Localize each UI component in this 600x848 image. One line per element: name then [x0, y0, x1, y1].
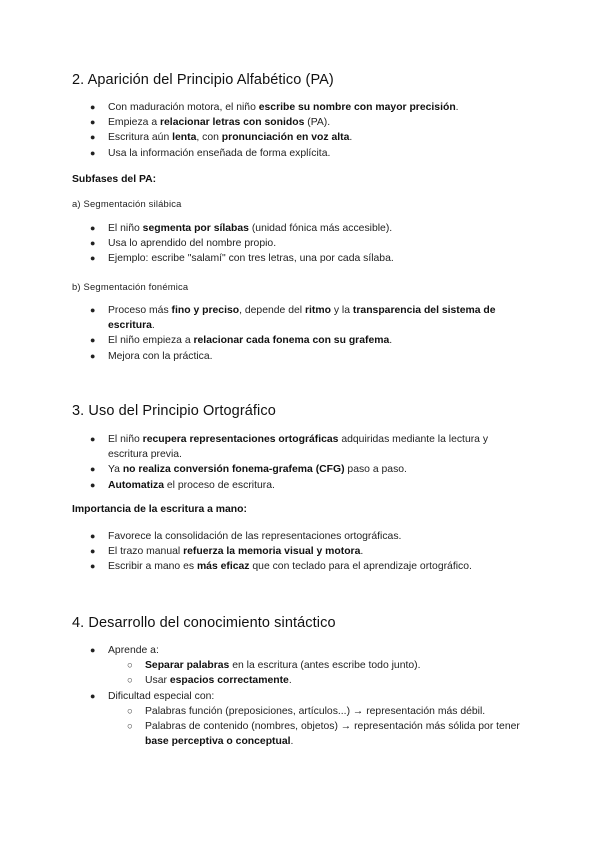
section-title-3: 3. Uso del Principio Ortográfico: [72, 403, 276, 419]
list-item-text: Usar espacios correctamente.: [145, 675, 292, 687]
list-item-text: Ejemplo: escribe "salamí" con tres letras, una por cada sílaba.: [108, 253, 394, 265]
list-item-text: Dificultad especial con:: [108, 690, 215, 702]
list-item: [90, 689, 530, 750]
list-item-text: El trazo manual refuerza la memoria visual y motora.: [108, 546, 364, 558]
bold-text: no realiza conversión fonema-grafema (CFG): [122, 464, 345, 476]
subheading-subfases: Subfases del PA:: [72, 174, 157, 185]
bold-text: pronunciación en voz alta: [221, 132, 350, 144]
bold-text: escribe su nombre con mayor precisión: [258, 102, 456, 113]
bold-text: lenta: [172, 132, 197, 144]
list-item: [90, 544, 530, 559]
list-item-text: El niño empieza a relacionar cada fonema con su grafema.: [108, 335, 393, 347]
bullet-icon: ●: [90, 132, 96, 143]
list-item-text: Usa la información enseñada de forma explícita.: [108, 147, 331, 159]
phase-b-label: b) Segmentación fonémica: [72, 281, 189, 292]
sub-list-item: [127, 673, 530, 688]
bullet-icon: ●: [90, 464, 96, 475]
section-2-list: [90, 100, 530, 161]
list-item: [90, 115, 530, 130]
phase-a-list: [90, 221, 530, 267]
list-item: [90, 643, 530, 689]
bold-text: Automatiza: [108, 479, 164, 491]
bullet-icon: ●: [90, 147, 96, 158]
bullet-icon: ○: [127, 675, 133, 687]
list-item-text: Empieza a relacionar letras con sonidos (PA).: [108, 117, 331, 129]
bullet-icon: ●: [90, 223, 96, 233]
bullet-icon: ●: [90, 350, 96, 361]
bullet-icon: ●: [90, 690, 96, 701]
list-item-text: Usa lo aprendido del nombre propio.: [108, 238, 277, 250]
list-item: [90, 303, 530, 333]
list-item: [90, 559, 530, 574]
bold-text: espacios correctamente: [169, 675, 289, 687]
list-item-text: Separar palabras en la escritura (antes escribe todo junto).: [145, 660, 421, 672]
bullet-icon: ●: [90, 546, 96, 557]
list-item-text: El niño segmenta por sílabas (unidad fónica más accesible).: [108, 223, 393, 234]
sub-list-item: [127, 704, 530, 719]
list-item-text: Mejora con la práctica.: [108, 350, 213, 362]
list-item: [90, 462, 530, 477]
bullet-icon: ●: [90, 434, 96, 444]
bold-text: base perceptiva o conceptual: [145, 736, 291, 748]
list-item-text: Proceso más fino y preciso, depende del ritmo y la transparencia del sistema de escritura.: [108, 305, 496, 332]
bold-text: recupera representaciones ortográficas: [142, 434, 339, 445]
list-item: [90, 333, 530, 348]
bold-text: fino y preciso: [171, 305, 240, 316]
bullet-icon: ●: [90, 335, 96, 346]
bold-text: relacionar cada fonema con su grafema: [193, 335, 390, 347]
section-3-list: [90, 432, 530, 493]
list-item: [90, 221, 530, 236]
section-title-2: 2. Aparición del Principio Alfabético (PA): [72, 72, 334, 88]
bold-text: segmenta por sílabas: [142, 223, 249, 234]
sub-list: [108, 658, 530, 688]
bullet-icon: ●: [90, 238, 96, 249]
bold-text: ritmo: [304, 305, 331, 316]
sub-list: [108, 704, 530, 750]
bold-text: más eficaz: [196, 561, 250, 573]
list-item: [90, 146, 530, 161]
phase-a-label: a) Segmentación silábica: [72, 198, 182, 209]
sub-list-item: [127, 719, 530, 749]
section-title-4: 4. Desarrollo del conocimiento sintáctico: [72, 615, 336, 631]
list-item-text: Aprende a:: [108, 645, 159, 656]
bullet-icon: ●: [90, 102, 96, 112]
list-item-text: Con maduración motora, el niño escribe su nombre con mayor precisión.: [108, 102, 459, 113]
bold-text: Separar palabras: [145, 660, 230, 672]
section-4-list: [90, 643, 530, 749]
list-item: [90, 236, 530, 251]
list-item: [90, 130, 530, 145]
bullet-icon: ○: [127, 660, 133, 672]
bold-text: relacionar letras con sonidos: [159, 117, 305, 129]
list-item-text: Ya no realiza conversión fonema-grafema (CFG) paso a paso.: [108, 464, 407, 476]
list-item: [90, 349, 530, 364]
importance-list: [90, 529, 530, 575]
bullet-icon: ●: [90, 305, 96, 315]
bullet-icon: ●: [90, 531, 96, 541]
bullet-icon: ○: [127, 705, 133, 717]
bullet-icon: ●: [90, 645, 96, 655]
bullet-icon: ○: [127, 721, 133, 733]
list-item: [90, 478, 530, 493]
list-item-text: El niño recupera representaciones ortográficas adquiridas mediante la lectura y escritura previa.: [108, 434, 489, 461]
bullet-icon: ●: [90, 561, 96, 572]
bold-text: transparencia del sistema de escritura: [108, 305, 496, 332]
list-item-text: Palabras función (preposiciones, artículos...) → representación más débil.: [145, 705, 486, 717]
phase-b-list: [90, 303, 530, 364]
list-item-text: Escritura aún lenta, con pronunciación en voz alta.: [108, 132, 353, 144]
list-item: [90, 251, 530, 266]
list-item-text: Favorece la consolidación de las representaciones ortográficas.: [108, 531, 402, 542]
sub-list-item: [127, 658, 530, 673]
list-item: [90, 100, 530, 115]
list-item: [90, 529, 530, 544]
list-item: [90, 432, 530, 462]
bullet-icon: ●: [90, 253, 96, 264]
list-item-text: Automatiza el proceso de escritura.: [108, 479, 275, 491]
list-item-text: Palabras de contenido (nombres, objetos) → representación más sólida por tener base perceptiva o conceptual.: [145, 721, 520, 748]
bullet-icon: ●: [90, 479, 96, 490]
subheading-importancia: Importancia de la escritura a mano:: [72, 504, 247, 515]
bold-text: refuerza la memoria visual y motora: [183, 546, 361, 558]
list-item-text: Escribir a mano es más eficaz que con teclado para el aprendizaje ortográfico.: [108, 561, 472, 573]
bullet-icon: ●: [90, 117, 96, 128]
